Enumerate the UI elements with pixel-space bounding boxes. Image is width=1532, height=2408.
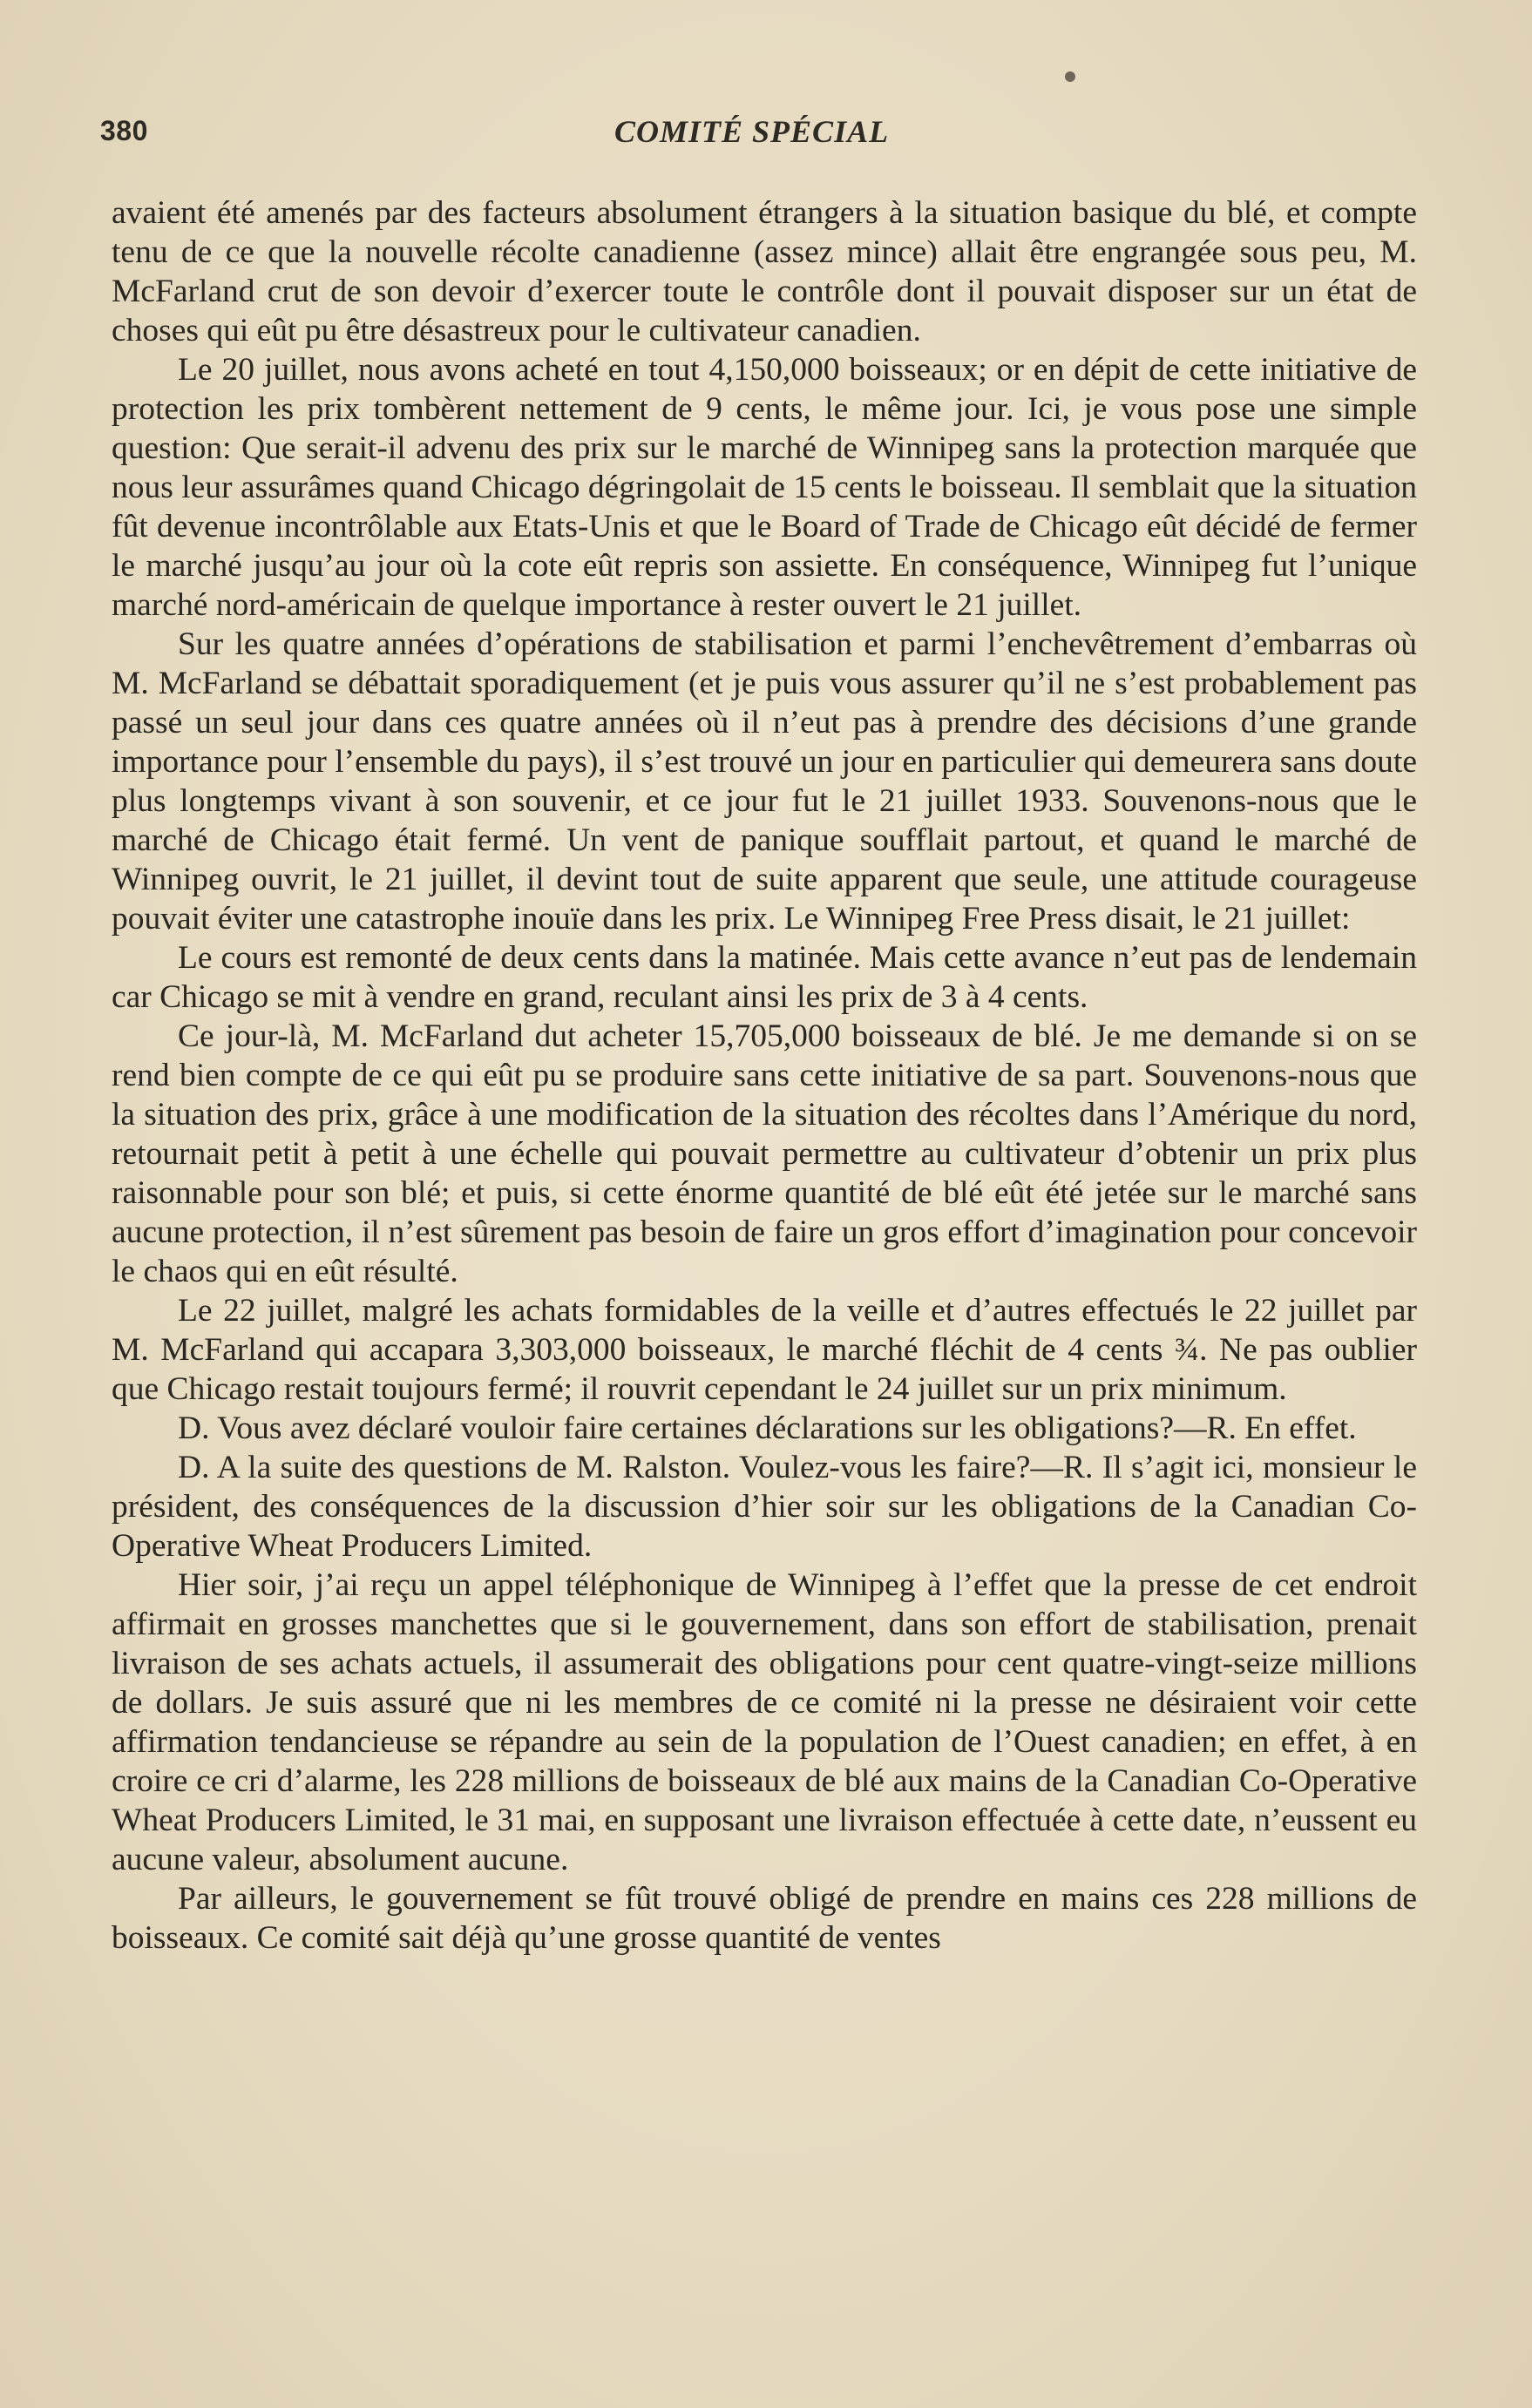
paragraph: Par ailleurs, le gouvernement se fût trouvé obligé de prendre en mains ces 228 millions de boisseaux. Ce comité sait déjà qu’une grosse quantité de ventes bbox=[112, 1881, 1417, 1956]
page-number: 380 bbox=[100, 115, 148, 146]
question-paragraph: D. A la suite des questions de M. Ralston. Voulez-vous les faire?—R. Il s’agit ici, monsieur le président, des conséquences de la discussion d’hier soir sur les obligations de la Canadian Co-Operative Wheat Producers Limited. bbox=[112, 1450, 1417, 1564]
body-text bbox=[112, 193, 1417, 1958]
paragraph: Sur les quatre années d’opérations de stabilisation et parmi l’enchevêtrement d’embarras où M. McFarland se débattait sporadiquement (et je puis vous assurer qu’il ne s’est probablement pas passé un seul jour dans ces quatre années où il n’eut pas à prendre des décisions d’une grande importance pour l’ensemble du pays), il s’est trouvé un jour en particulier qui demeurera sans doute plus longtemps vivant à son souvenir, et ce jour fut le 21 juillet 1933. Souvenons-nous que le marché de Chicago était fermé. Un vent de panique soufflait partout, et quand le marché de Winnipeg ouvrit, le 21 juillet, il devint tout de suite apparent que seule, une attitude courageuse pouvait éviter une catastrophe inouïe dans les prix. Le Winnipeg Free Press disait, le 21 juillet: bbox=[112, 626, 1417, 937]
running-title: COMITÉ SPÉCIAL bbox=[614, 114, 890, 149]
ink-speck bbox=[1065, 71, 1075, 82]
paragraph: avaient été amenés par des facteurs absolument étrangers à la situation basique du blé, et compte tenu de ce que la nouvelle récolte canadienne (assez mince) allait être engrangée sous peu, M. McFarland crut de son devoir d’exercer toute le contrôle dont il pouvait disposer sur un état de choses qui eût pu être désastreux pour le cultivateur canadien. bbox=[112, 195, 1417, 348]
page-header bbox=[100, 112, 1425, 164]
quoted-paragraph: Le cours est remonté de deux cents dans la matinée. Mais cette avance n’eut pas de lendemain car Chicago se mit à vendre en grand, reculant ainsi les prix de 3 à 4 cents. bbox=[112, 940, 1417, 1015]
question-paragraph: D. Vous avez déclaré vouloir faire certaines déclarations sur les obligations?—R. En effet. bbox=[178, 1410, 1357, 1446]
paragraph: Le 22 juillet, malgré les achats formidables de la veille et d’autres effectués le 22 juillet par M. McFarland qui accapara 3,303,000 boisseaux, le marché fléchit de 4 cents ¾. Ne pas oublier que Chicago restait toujours fermé; il rouvrit cependant le 24 juillet sur un prix minimum. bbox=[112, 1293, 1417, 1407]
paragraph: Ce jour-là, M. McFarland dut acheter 15,705,000 boisseaux de blé. Je me demande si on se rend bien compte de ce qui eût pu se produire sans cette initiative de sa part. Souvenons-nous que la situation des prix, grâce à une modification de la situation des récoltes dans l’Amérique du nord, retournait petit à petit à une échelle qui pouvait permettre au cultivateur d’obtenir un prix plus raisonnable pour son blé; et puis, si cette énorme quantité de blé eût été jetée sur le marché sans aucune protection, il n’est sûrement pas besoin de faire un gros effort d’imagination pour concevoir le chaos qui en eût résulté. bbox=[112, 1018, 1417, 1289]
paragraph: Le 20 juillet, nous avons acheté en tout 4,150,000 boisseaux; or en dépit de cette initiative de protection les prix tombèrent nettement de 9 cents, le même jour. Ici, je vous pose une simple question: Que serait-il advenu des prix sur le marché de Winnipeg sans la protection marquée que nous leur assurâmes quand Chicago dégringolait de 15 cents le boisseau. Il semblait que la situation fût devenue incontrôlable aux Etats-Unis et que le Board of Trade de Chicago eût décidé de fermer le marché jusqu’au jour où la cote eût repris son assiette. En conséquence, Winnipeg fut l’unique marché nord-américain de quelque importance à rester ouvert le 21 juillet. bbox=[112, 352, 1417, 623]
paragraph: Hier soir, j’ai reçu un appel téléphonique de Winnipeg à l’effet que la presse de cet endroit affirmait en grosses manchettes que si le gouvernement, dans son effort de stabilisation, prenait livraison de ses achats actuels, il assumerait des obligations pour cent quatre-vingt-seize millions de dollars. Je suis assuré que ni les membres de ce comité ni la presse ne désiraient voir cette affirmation tendancieuse se répandre au sein de la population de l’Ouest canadien; en effet, à en croire ce cri d’alarme, les 228 millions de boisseaux de blé aux mains de la Canadian Co-Operative Wheat Producers Limited, le 31 mai, en supposant une livraison effectuée à cette date, n’eussent eu aucune valeur, absolument aucune. bbox=[112, 1567, 1417, 1877]
